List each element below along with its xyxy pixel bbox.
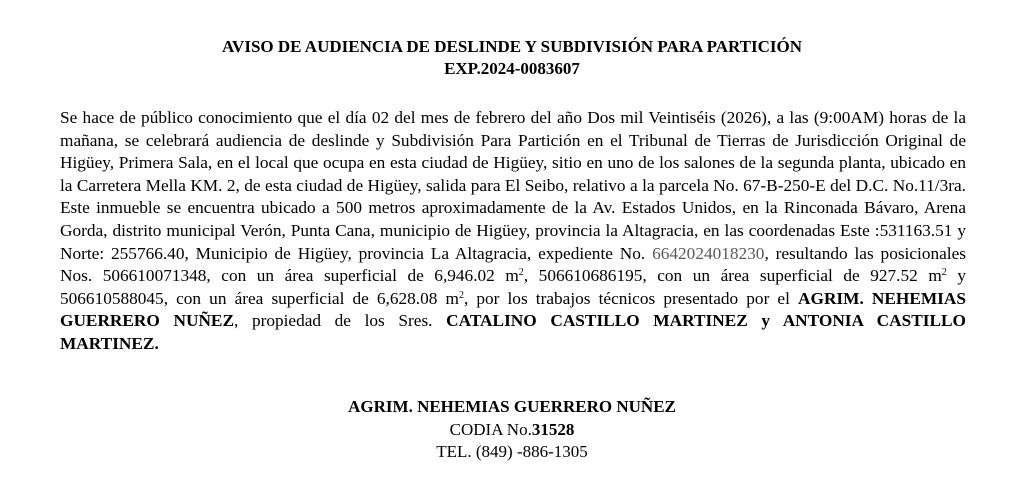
superscript-1: 2	[518, 267, 524, 279]
superscript-3: 2	[458, 289, 464, 301]
notice-title	[0, 36, 1024, 80]
body-text-5: , por los trabajos técnicos presentado por el	[463, 288, 799, 308]
body-text-6: , propiedad de los Sres.	[233, 311, 447, 331]
surveyor-name-inline: AGRIM. NEHEMIAS GUERRERO NUÑEZ	[60, 288, 966, 331]
notice-body	[60, 107, 966, 356]
body-text-2: , resultando las posicionales Nos. 506610071348, con un área superficial de 6,946.02 m	[60, 243, 966, 286]
codia-number: 31528	[531, 419, 575, 439]
telephone-line: TEL. (849) -886-1305	[436, 442, 588, 461]
body-text-3: , 506610686195, con un área superficial de 927.52 m	[523, 266, 942, 286]
expediente-number: 6642024018230	[652, 243, 765, 263]
body-text-1: Se hace de público conocimiento que el día 02 del mes de febrero del año Dos mil Veintiséis (2026), a las (9:00AM) horas de la mañana, se celebrará audiencia de deslinde y Subdivisión Para Partición en el Tribunal de Tierras de Jurisdicción Original de Higüey, Primera Sala, en el local que ocupa en esta ciudad de Higüey, sitio en uno de los salones de la segunda planta, ubicado en la Carretera Mella KM. 2, de esta ciudad de Higüey, salida para El Seibo, relativo a la parcela No. 67-B-250-E del D.C. No.11/3ra. Este inmueble se encuentra ubicado a 500 metros aproximadamente de la Av. Estados Unidos, en la Rinconada Bávaro, Arena Gorda, distrito municipal Verón, Punta Cana, municipio de Higüey, provincia la Altagracia, en las coordenadas Este :531163.51 y Norte: 255766.40, Municipio de Higüey, provincia La Altagracia, expediente No.	[60, 108, 966, 263]
title-heading: AVISO DE AUDIENCIA DE DESLINDE Y SUBDIVISIÓN PARA PARTICIÓN	[221, 37, 803, 56]
signature-block	[0, 396, 1024, 464]
body-text-4: y 506610588045, con un área superficial de 6,628.08 m	[60, 266, 966, 308]
signature-name: AGRIM. NEHEMIAS GUERRERO NUÑEZ	[348, 397, 676, 416]
case-number: EXP.2024-0083607	[444, 59, 580, 78]
owners-names: CATALINO CASTILLO MARTINEZ y ANTONIA CASTILLO MARTINEZ.	[60, 311, 966, 353]
codia-label: CODIA No.	[449, 419, 532, 439]
superscript-2: 2	[941, 267, 947, 279]
codia-line	[0, 419, 1024, 442]
